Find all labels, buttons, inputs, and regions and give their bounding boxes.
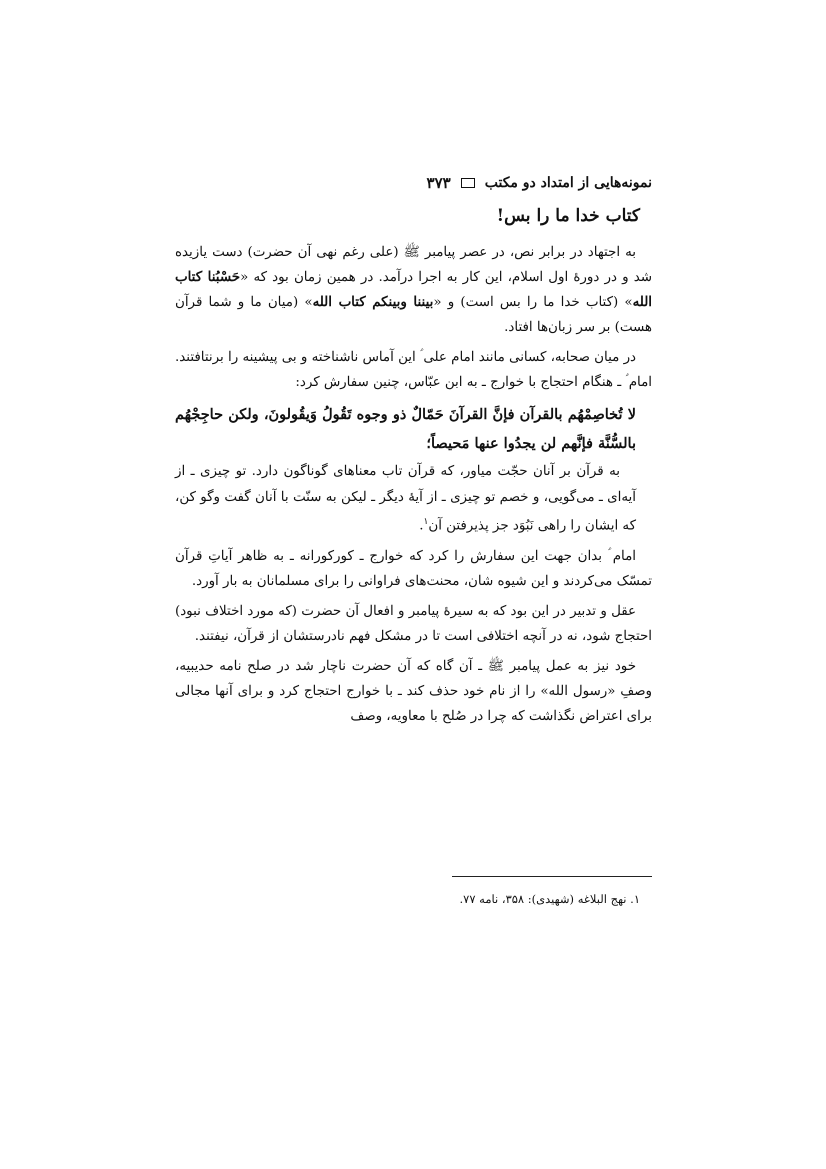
running-header-title: نمونه‌هایی از امتداد دو مکتب	[484, 175, 652, 191]
quote-translation-text: به قرآن بر آنان حجّت میاور، که قرآن تاب معناهای گوناگون دارد. تو چیزی ـ از آیه‌ای ـ می‌گویی، و خصم تو چیزی ـ از آیهٔ دیگر ـ لیکن به سنّت با آنان گفت وگو کن، که ایشان را راهی نَبُوَد جز پذیرفتن آن	[175, 464, 636, 534]
paragraph-1-text: به اجتهاد در برابر نص، در عصر پیامبر ﷺ (علی رغم نهی آن حضرت) دست یازیده شد و در دورهٔ اول اسلام، این کار به اجرا درآمد. در همین زمان بود که «	[175, 245, 652, 285]
footnote-divider	[452, 876, 652, 877]
phrase-hasbuna: حَسْبُنا کتاب الله	[175, 269, 652, 310]
arabic-quote: لا تُخاصِمْهُم بالقرآن فإنَّ القرآنَ حَمّالٌ ذو وجوه تَقُولُ وَيقُولونَ، ولكن حاجِجْهُم بالسُّنَّة فإنَّهم لن يجدُوا عنها مَحيصاً؛	[175, 406, 636, 452]
body-text	[175, 240, 652, 734]
paragraph-3: امام ؑ بدان جهت این سفارش را کرد که خوارج ـ کورکورانه ـ به ظاهر آیاتِ قرآن تمسّک می‌کردند و این شیوه شان، محنت‌های فراوانی را برای مسلمانان به بار آورد.	[175, 548, 652, 589]
quote-translation: به قرآن بر آنان حجّت میاور، که قرآن تاب معناهای گوناگون دارد. تو چیزی ـ از آیه‌ای ـ می‌گویی، و خصم تو چیزی ـ از آیهٔ دیگر ـ لیکن به سنّت با آنان گفت وگو کن، که ایشان را راهی نَبُوَد جز پذیرفتن آن$^۱$.	[175, 464, 636, 534]
footnote: ۱. نهج البلاغه (شهیدی): ۳۵۸، نامه ۷۷.	[459, 892, 640, 906]
footnote-marker: ۱	[423, 517, 429, 527]
paragraph-1	[175, 240, 652, 340]
running-header	[175, 171, 652, 195]
paragraph-2: در میان صحابه، کسانی مانند امام علی ؑ این آماس ناشناخته و بی پیشینه را برنتافتند. امام ؑ ـ هنگام احتجاج با خوارج ـ به ابن عبّاس، چنین سفارش کرد:	[175, 350, 652, 390]
paragraph-1-text-2: » (کتاب خدا ما را بس است) و «	[433, 295, 633, 310]
paragraph-5: خود نیز به عمل پیامبر ﷺ ـ آن گاه که آن حضرت ناچار شد در صلح نامه حدیبیه، وصفِ «رسول الله» را از نام خود حذف کند ـ با خوارج احتجاج کرد و برای آنها مجالی برای اعتراض نگذاشت که چرا در صُلح با معاویه، وصف	[175, 658, 652, 724]
square-box-icon	[461, 178, 475, 188]
paragraph-1-text-3: » (میان ما و شما قرآن هست) بر سر زبان‌ها افتاد.	[175, 295, 652, 335]
paragraph-4: عقل و تدبیر در این بود که به سیرهٔ پیامبر و افعال آن حضرت (که مورد اختلاف نبود) احتجاج شود، نه در آنچه اختلافی است تا در مشکل فهم نادرستشان از قرآن، نیفتند.	[175, 603, 652, 644]
section-title: کتاب خدا ما را بس!	[496, 206, 640, 226]
page-number: ۳۷۳	[426, 174, 451, 192]
phrase-baynana: بیننا وبینکم کتاب الله	[312, 294, 434, 310]
